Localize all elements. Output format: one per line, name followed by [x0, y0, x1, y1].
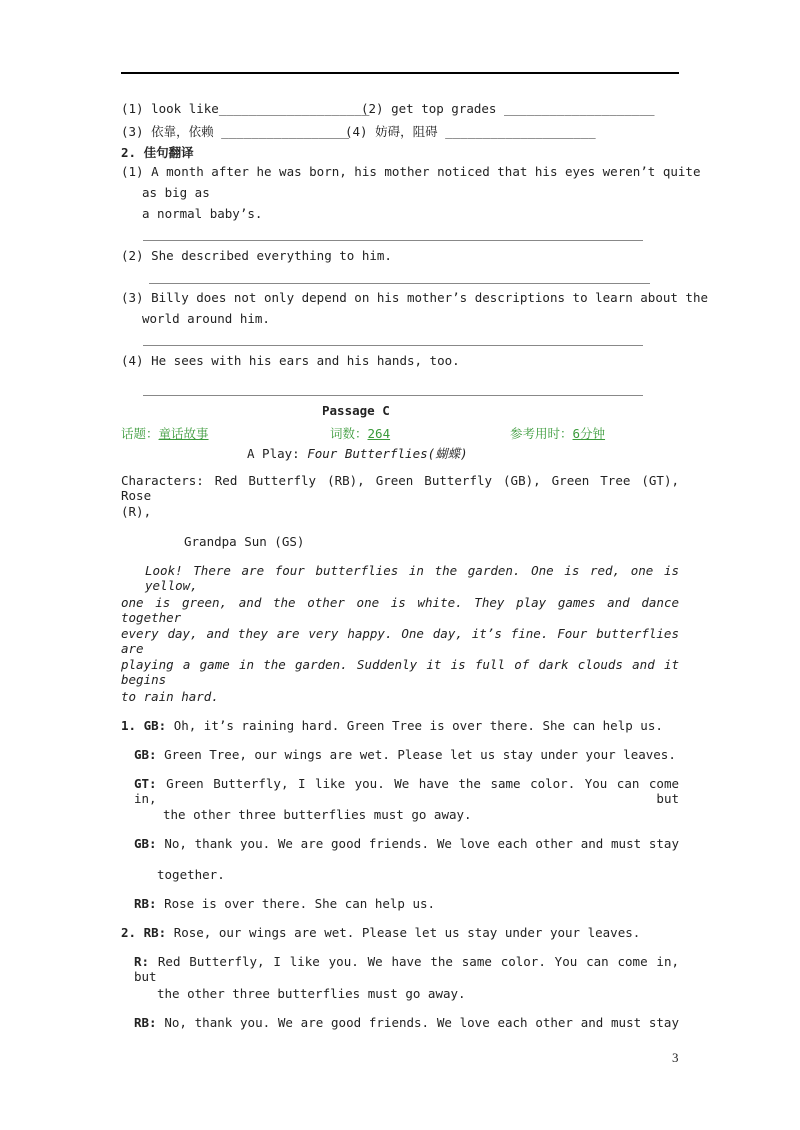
answer-line-4[interactable]	[143, 395, 643, 396]
sentence-3-line-1: (3) Billy does not only depend on his mother’s descriptions to learn about the	[121, 290, 708, 305]
word-count-value: 264	[367, 426, 391, 441]
speaker-label: RB:	[143, 925, 167, 940]
dialogue-continuation: the other three butterflies must go away.	[157, 986, 466, 1001]
dialogue-text: Oh, it’s raining hard. Green Tree is over there. She can help us.	[166, 718, 663, 733]
reading-time-row	[510, 424, 605, 442]
dialogue-text: Rose, our wings are wet. Please let us stay under your leaves.	[166, 925, 641, 940]
dialogue-continuation: together.	[157, 867, 225, 882]
dialogue-text: Green Tree, our wings are wet. Please let us stay under your leaves.	[156, 747, 676, 762]
topic-label: 话题：	[121, 426, 159, 441]
reading-time-value: 6分钟	[572, 426, 606, 441]
sentence-1-line-1: (1) A month after he was born, his mother noticed that his eyes weren’t quite	[121, 164, 701, 179]
section-heading: 2. 佳句翻译	[121, 145, 194, 160]
dialogue-line	[134, 1015, 679, 1030]
intro-line-5: to rain hard.	[121, 689, 219, 704]
scene-number: 2.	[121, 925, 137, 940]
speaker-label: GB:	[134, 836, 157, 851]
speaker-label: GT:	[134, 776, 157, 791]
dialogue-line	[121, 718, 663, 733]
intro-line-2: one is green, and the other one is white. They play games and dance together	[121, 595, 679, 625]
dialogue-text: Rose is over there. She can help us.	[156, 896, 436, 911]
play-prefix: A Play:	[247, 446, 308, 461]
sentence-4: (4) He sees with his ears and his hands, too.	[121, 353, 460, 368]
dialogue-line	[134, 747, 676, 762]
speaker-label: GB:	[143, 718, 167, 733]
dialogue-text: No, thank you. We are good friends. We love each other and must stay	[156, 1015, 679, 1030]
speaker-label: RB:	[134, 1015, 157, 1030]
sentence-1-line-3: a normal baby’s.	[142, 206, 263, 221]
characters-line-2: (R),	[121, 504, 152, 519]
topic-value: 童话故事	[158, 426, 209, 441]
characters-line-1: Characters: Red Butterfly (RB), Green Butterfly (GB), Green Tree (GT), Rose	[121, 473, 679, 503]
dialogue-text: Green Butterfly, I like you. We have the same color. You can come in, but	[134, 776, 679, 806]
intro-line-4: playing a game in the garden. Suddenly it is full of dark clouds and it begins	[121, 657, 679, 687]
word-count-row	[330, 424, 390, 442]
sentence-2: (2) She described everything to him.	[121, 248, 392, 263]
sentence-3-line-2: world around him.	[142, 311, 270, 326]
dialogue-text: No, thank you. We are good friends. We love each other and must stay	[156, 836, 679, 851]
speaker-label: RB:	[134, 896, 157, 911]
dialogue-text: Red Butterfly, I like you. We have the same color. You can come in, but	[134, 954, 679, 984]
speaker-label: GB:	[134, 747, 157, 762]
intro-line-3: every day, and they are very happy. One day, it’s fine. Four butterflies are	[121, 626, 679, 656]
vocab-item-3: (3) 依靠，依赖 _________________	[121, 124, 350, 139]
intro-line-1: Look! There are four butterflies in the garden. One is red, one is yellow,	[145, 563, 679, 593]
reading-time-label: 参考用时：	[510, 426, 573, 441]
dialogue-line	[134, 776, 679, 806]
play-title: Four Butterflies(蝴蝶)	[307, 446, 468, 461]
page-number: 3	[672, 1050, 679, 1065]
dialogue-line	[121, 925, 640, 940]
scene-number: 1.	[121, 718, 137, 733]
vocab-item-1: (1) look like____________________	[121, 101, 370, 116]
dialogue-continuation: the other three butterflies must go away.	[163, 807, 472, 822]
dialogue-line	[134, 836, 679, 851]
answer-line-2[interactable]	[149, 283, 650, 284]
characters-line-3: Grandpa Sun (GS)	[184, 534, 305, 549]
passage-title: Passage C	[322, 403, 390, 418]
topic-row	[121, 424, 209, 442]
vocab-item-2: (2) get top grades ____________________	[361, 101, 655, 116]
dialogue-line	[134, 896, 435, 911]
answer-line-3[interactable]	[143, 345, 643, 346]
word-count-label: 词数：	[330, 426, 368, 441]
header-rule	[121, 72, 679, 74]
sentence-1-line-2: as big as	[142, 185, 210, 200]
dialogue-line	[134, 954, 679, 984]
vocab-item-4: (4) 妨碍，阻碍 ____________________	[345, 124, 596, 139]
play-title-row	[247, 444, 468, 462]
answer-line-1[interactable]	[143, 240, 643, 241]
speaker-label: R:	[134, 954, 150, 969]
